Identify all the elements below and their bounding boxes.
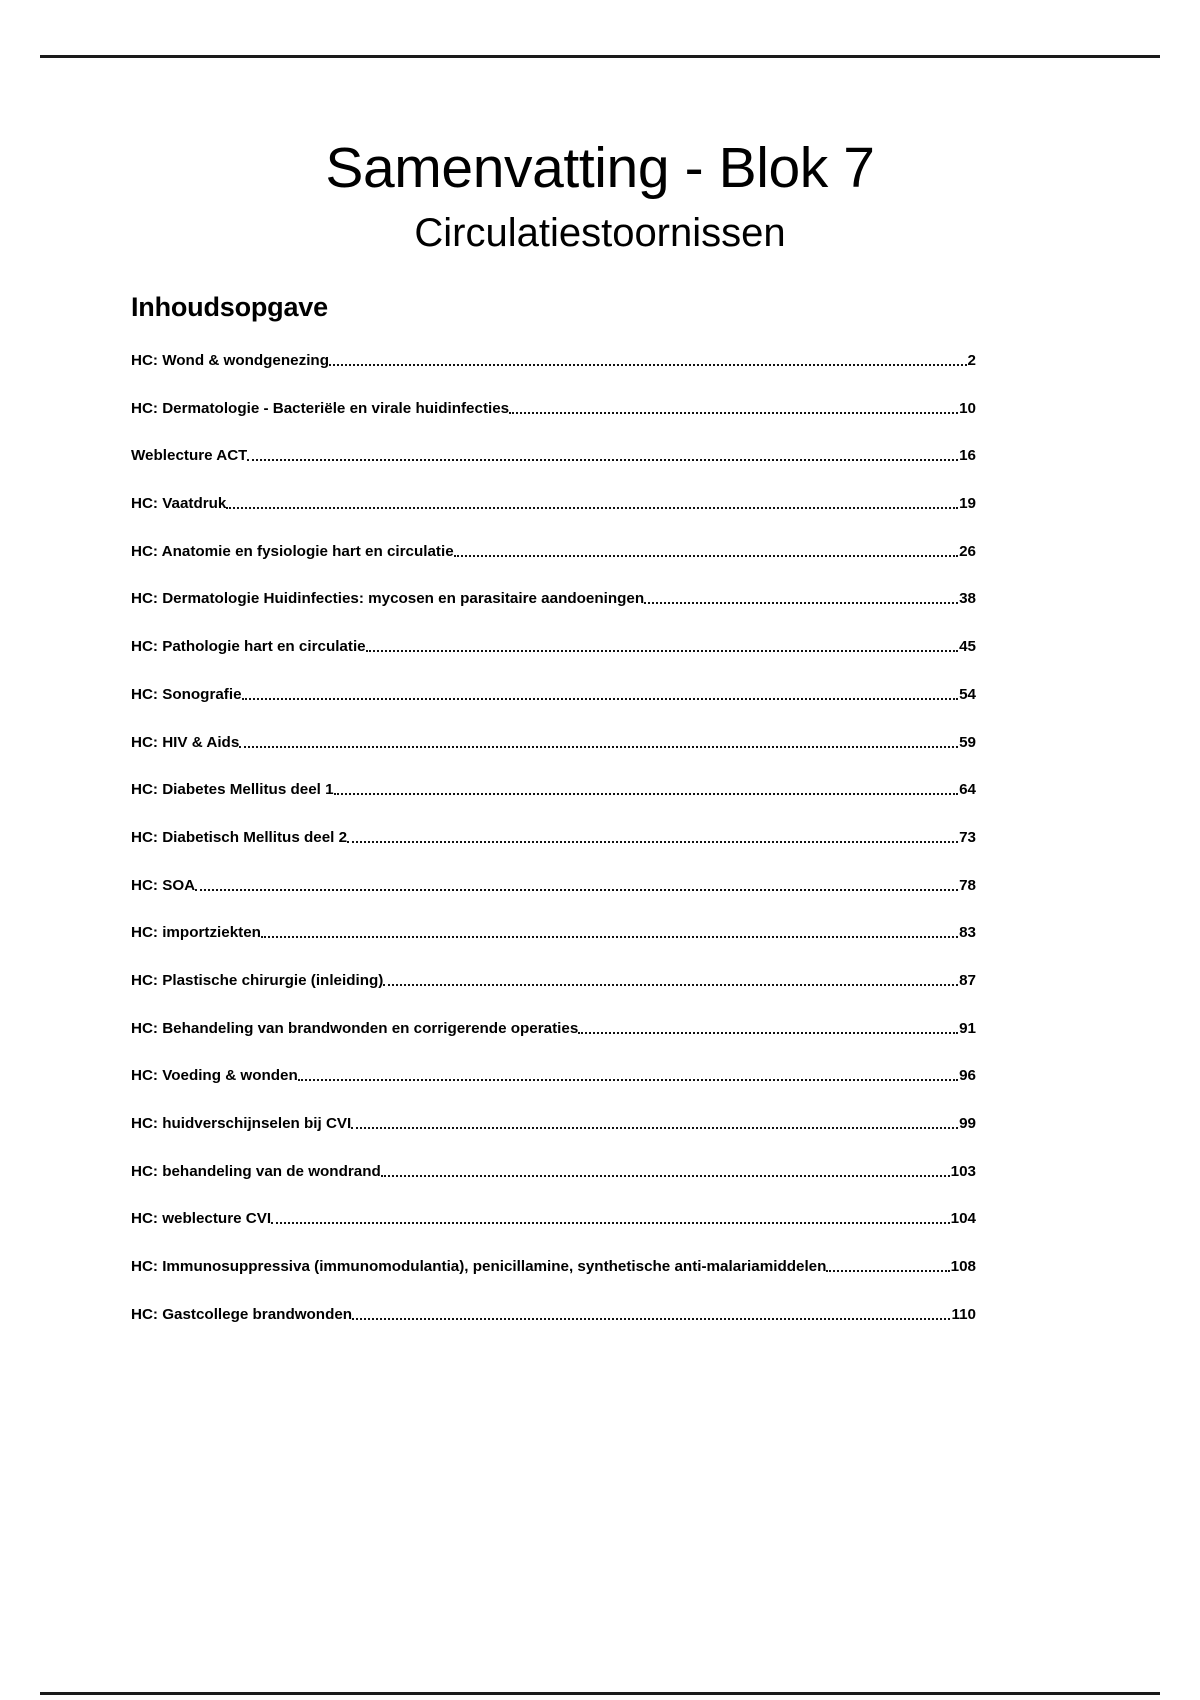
toc-entry-label: HC: Immunosuppressiva (immunomodulantia), penicillamine, synthetische anti-malariamiddelen bbox=[131, 1258, 827, 1276]
toc-dot-leader bbox=[247, 458, 958, 461]
toc-entry-label: HC: importziekten bbox=[131, 924, 261, 942]
toc-dot-leader bbox=[644, 601, 958, 604]
toc-dot-leader bbox=[383, 983, 958, 986]
toc-entry[interactable] bbox=[131, 1209, 976, 1228]
toc-entry[interactable] bbox=[131, 399, 976, 418]
toc-entry-page-number: 99 bbox=[959, 1115, 976, 1132]
toc-list bbox=[131, 351, 976, 1324]
toc-entry-page-number: 19 bbox=[959, 495, 976, 513]
toc-dot-leader bbox=[347, 840, 958, 843]
toc-entry[interactable] bbox=[131, 733, 976, 752]
toc-entry[interactable] bbox=[131, 828, 976, 847]
toc-entry-page-number: 54 bbox=[959, 685, 976, 703]
toc-dot-leader bbox=[239, 745, 958, 748]
toc-entry-label: HC: Wond & wondgenezing bbox=[131, 352, 329, 369]
toc-entry-label: Weblecture ACT bbox=[131, 447, 248, 465]
toc-entry-label: HC: Gastcollege brandwonden bbox=[131, 1305, 353, 1323]
toc-entry-label: HC: HIV & Aids bbox=[131, 733, 240, 751]
toc-entry[interactable] bbox=[131, 446, 976, 465]
toc-entry-label: HC: SOA bbox=[131, 876, 196, 894]
toc-entry-label: HC: behandeling van de wondrand bbox=[131, 1162, 381, 1180]
toc-dot-leader bbox=[352, 1317, 950, 1320]
table-of-contents bbox=[131, 292, 976, 1324]
toc-entry-label: HC: Plastische chirurgie (inleiding) bbox=[131, 971, 384, 989]
toc-entry[interactable] bbox=[131, 542, 976, 561]
toc-dot-leader bbox=[298, 1078, 958, 1081]
toc-entry-page-number: 91 bbox=[959, 1019, 976, 1037]
toc-entry-label: HC: Dermatologie Huidinfecties: mycosen en parasitaire aandoeningen bbox=[131, 590, 645, 608]
title-block bbox=[0, 138, 1200, 256]
toc-entry-label: HC: Voeding & wonden bbox=[131, 1067, 298, 1085]
toc-entry[interactable] bbox=[131, 876, 976, 895]
toc-entry[interactable] bbox=[131, 494, 976, 513]
page-top-rule bbox=[40, 55, 1160, 58]
toc-entry[interactable] bbox=[131, 1162, 976, 1181]
toc-entry-label: HC: Vaatdruk bbox=[131, 495, 227, 513]
toc-dot-leader bbox=[509, 411, 958, 414]
toc-dot-leader bbox=[334, 792, 959, 795]
document-subtitle: Circulatiestoornissen bbox=[414, 210, 786, 255]
toc-entry-page-number: 2 bbox=[967, 352, 976, 369]
toc-dot-leader bbox=[271, 1221, 950, 1224]
toc-entry-page-number: 110 bbox=[951, 1305, 976, 1323]
toc-entry-page-number: 38 bbox=[959, 590, 976, 608]
toc-dot-leader bbox=[454, 554, 958, 557]
toc-entry-page-number: 64 bbox=[959, 781, 976, 799]
toc-dot-leader bbox=[329, 363, 967, 366]
toc-entry[interactable] bbox=[131, 351, 976, 370]
toc-entry-label: HC: Diabetes Mellitus deel 1 bbox=[131, 781, 334, 799]
toc-entry[interactable] bbox=[131, 1114, 976, 1133]
toc-entry[interactable] bbox=[131, 1305, 976, 1324]
toc-entry-page-number: 45 bbox=[959, 638, 976, 656]
toc-entry-page-number: 73 bbox=[959, 828, 976, 846]
page-bottom-rule bbox=[40, 1692, 1160, 1695]
toc-entry[interactable] bbox=[131, 923, 976, 942]
toc-entry[interactable] bbox=[131, 1066, 976, 1085]
toc-heading: Inhoudsopgave bbox=[131, 292, 328, 322]
toc-entry-page-number: 16 bbox=[959, 447, 976, 465]
toc-entry-page-number: 87 bbox=[959, 971, 976, 989]
toc-dot-leader bbox=[826, 1269, 949, 1272]
toc-entry[interactable] bbox=[131, 1019, 976, 1038]
toc-entry[interactable] bbox=[131, 637, 976, 656]
toc-dot-leader bbox=[351, 1126, 958, 1129]
toc-entry-label: HC: Pathologie hart en circulatie bbox=[131, 638, 366, 656]
toc-entry-page-number: 96 bbox=[959, 1067, 976, 1085]
toc-entry[interactable] bbox=[131, 780, 976, 799]
toc-dot-leader bbox=[261, 935, 958, 938]
toc-entry-page-number: 78 bbox=[959, 876, 976, 894]
toc-dot-leader bbox=[226, 506, 958, 509]
toc-entry-label: HC: Diabetisch Mellitus deel 2 bbox=[131, 828, 348, 846]
toc-entry[interactable] bbox=[131, 589, 976, 608]
toc-entry-label: HC: Anatomie en fysiologie hart en circulatie bbox=[131, 542, 454, 560]
toc-entry[interactable] bbox=[131, 971, 976, 990]
toc-entry[interactable] bbox=[131, 1257, 976, 1276]
toc-entry[interactable] bbox=[131, 685, 976, 704]
toc-entry-page-number: 10 bbox=[959, 399, 976, 417]
toc-entry-label: HC: huidverschijnselen bij CVI bbox=[131, 1115, 352, 1132]
toc-entry-label: HC: Dermatologie - Bacteriële en virale huidinfecties bbox=[131, 399, 510, 417]
toc-entry-label: HC: weblecture CVI bbox=[131, 1210, 272, 1228]
toc-entry-page-number: 59 bbox=[959, 733, 976, 751]
toc-entry-label: HC: Behandeling van brandwonden en corrigerende operaties bbox=[131, 1019, 579, 1037]
toc-entry-page-number: 104 bbox=[950, 1210, 976, 1228]
toc-dot-leader bbox=[366, 649, 958, 652]
toc-dot-leader bbox=[381, 1174, 950, 1177]
toc-dot-leader bbox=[195, 888, 958, 891]
toc-entry-page-number: 103 bbox=[950, 1162, 976, 1180]
toc-entry-page-number: 26 bbox=[959, 542, 976, 560]
document-title: Samenvatting - Blok 7 bbox=[325, 136, 875, 200]
toc-entry-label: HC: Sonografie bbox=[131, 685, 242, 703]
toc-dot-leader bbox=[242, 697, 959, 700]
toc-entry-page-number: 83 bbox=[959, 924, 976, 942]
toc-entry-page-number: 108 bbox=[950, 1258, 976, 1276]
toc-dot-leader bbox=[578, 1031, 958, 1034]
